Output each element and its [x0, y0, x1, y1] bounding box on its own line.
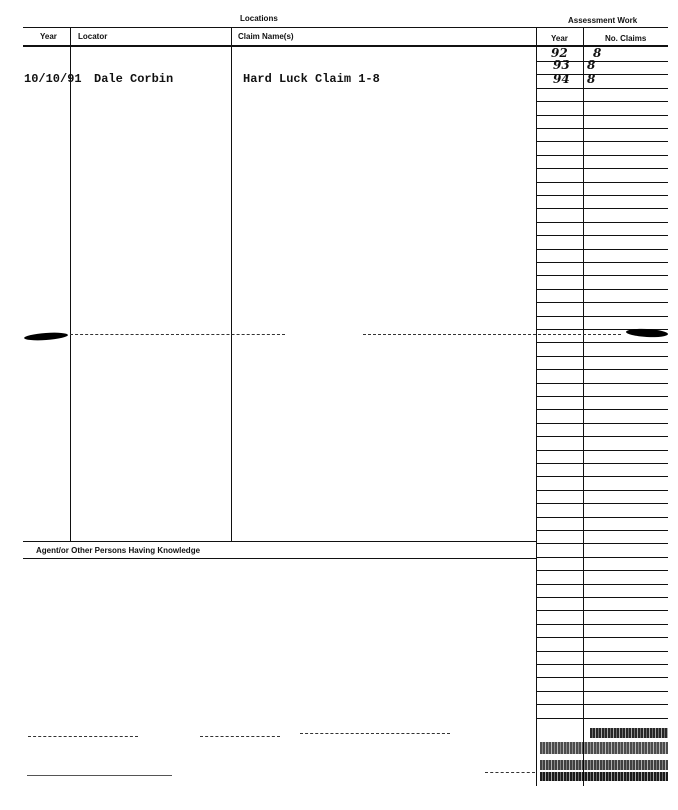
assessment-grid-line: [537, 249, 668, 250]
assessment-grid-line: [537, 235, 668, 236]
assessment-grid-line: [537, 517, 668, 518]
locator-claim-divider: [231, 28, 232, 541]
assessment-grid-line: [537, 101, 668, 102]
assessment-grid-line: [537, 463, 668, 464]
assessment-grid-line: [537, 423, 668, 424]
lower-rule-2: [27, 775, 172, 776]
fold-line-right: [363, 334, 621, 335]
assessment-grid-line: [537, 651, 668, 652]
assessment-grid-line: [537, 195, 668, 196]
assessment-grid-line: [537, 490, 668, 491]
assessment-grid-line: [537, 168, 668, 169]
assessment-grid-line: [537, 316, 668, 317]
assessment-grid-line: [537, 409, 668, 410]
assessment-grid-line: [537, 383, 668, 384]
lower-dash-1a: [28, 736, 138, 737]
agent-top-rule: [23, 541, 537, 542]
assessment-grid-line: [537, 530, 668, 531]
assessment-grid-line: [537, 570, 668, 571]
fold-line-left: [70, 334, 285, 335]
scan-noise-2: [540, 742, 668, 754]
location-locator: Dale Corbin: [94, 72, 174, 86]
left-marker-smear: [24, 331, 68, 341]
aw-year-2: 93: [553, 58, 570, 72]
year-locator-divider: [70, 28, 71, 541]
no-claims-column-header: No. Claims: [605, 34, 647, 43]
assessment-grid-line: [537, 342, 668, 343]
assessment-grid-line: [537, 356, 668, 357]
year-column-header: Year: [40, 32, 57, 41]
assessment-grid-line: [537, 289, 668, 290]
assessment-grid-line: [537, 624, 668, 625]
location-date: 10/10/91: [24, 72, 82, 86]
assessment-grid-line: [537, 718, 668, 719]
assessment-grid-line: [537, 610, 668, 611]
assessment-grid-line: [537, 677, 668, 678]
assessment-grid-line: [537, 543, 668, 544]
top-rule: [23, 27, 668, 28]
locations-header: Locations: [240, 14, 278, 23]
assessment-grid-line: [537, 691, 668, 692]
lower-dash-2b: [485, 772, 535, 773]
lower-dash-1c: [300, 733, 450, 734]
assessment-grid-line: [537, 557, 668, 558]
assessment-grid-line: [537, 208, 668, 209]
assessment-grid-line: [537, 141, 668, 142]
claim-names-column-header: Claim Name(s): [238, 32, 294, 41]
aw-claims-3: 8: [587, 72, 596, 86]
assessment-work-header: Assessment Work: [568, 16, 638, 25]
assessment-grid-line: [537, 115, 668, 116]
agent-header: Agent/or Other Persons Having Knowledge: [36, 546, 201, 555]
assessment-grid-line: [537, 262, 668, 263]
assessment-grid-line: [537, 275, 668, 276]
assessment-grid-line: [537, 637, 668, 638]
agent-bottom-rule: [23, 558, 537, 559]
assessment-grid-line: [537, 302, 668, 303]
location-claim-name: Hard Luck Claim 1-8: [243, 72, 380, 86]
assessment-grid-line: [537, 436, 668, 437]
assessment-grid-line: [537, 664, 668, 665]
aw-year-3: 94: [553, 72, 570, 86]
assessment-grid-line: [537, 476, 668, 477]
assessment-grid-line: [537, 584, 668, 585]
assessment-grid-line: [537, 128, 668, 129]
assessment-grid-line: [537, 396, 668, 397]
assessment-grid-line: [537, 222, 668, 223]
assessment-grid-line: [537, 704, 668, 705]
scan-noise-4: [540, 772, 668, 781]
aw-year-1: 92: [551, 46, 568, 60]
assessment-grid-line: [537, 155, 668, 156]
lower-dash-1b: [200, 736, 280, 737]
scan-noise-3: [540, 760, 668, 770]
header-bottom-rule: [23, 45, 668, 47]
assessment-grid-line: [537, 369, 668, 370]
locator-column-header: Locator: [78, 32, 108, 41]
assessment-grid-line: [537, 182, 668, 183]
aw-year-column-header: Year: [551, 34, 568, 43]
assessment-grid-line: [537, 503, 668, 504]
aw-claims-1: 8: [593, 46, 602, 60]
assessment-grid-line: [537, 597, 668, 598]
assessment-grid-line: [537, 88, 668, 89]
assessment-grid-line: [537, 450, 668, 451]
scan-noise-1: [590, 728, 668, 738]
aw-claims-2: 8: [587, 58, 596, 72]
